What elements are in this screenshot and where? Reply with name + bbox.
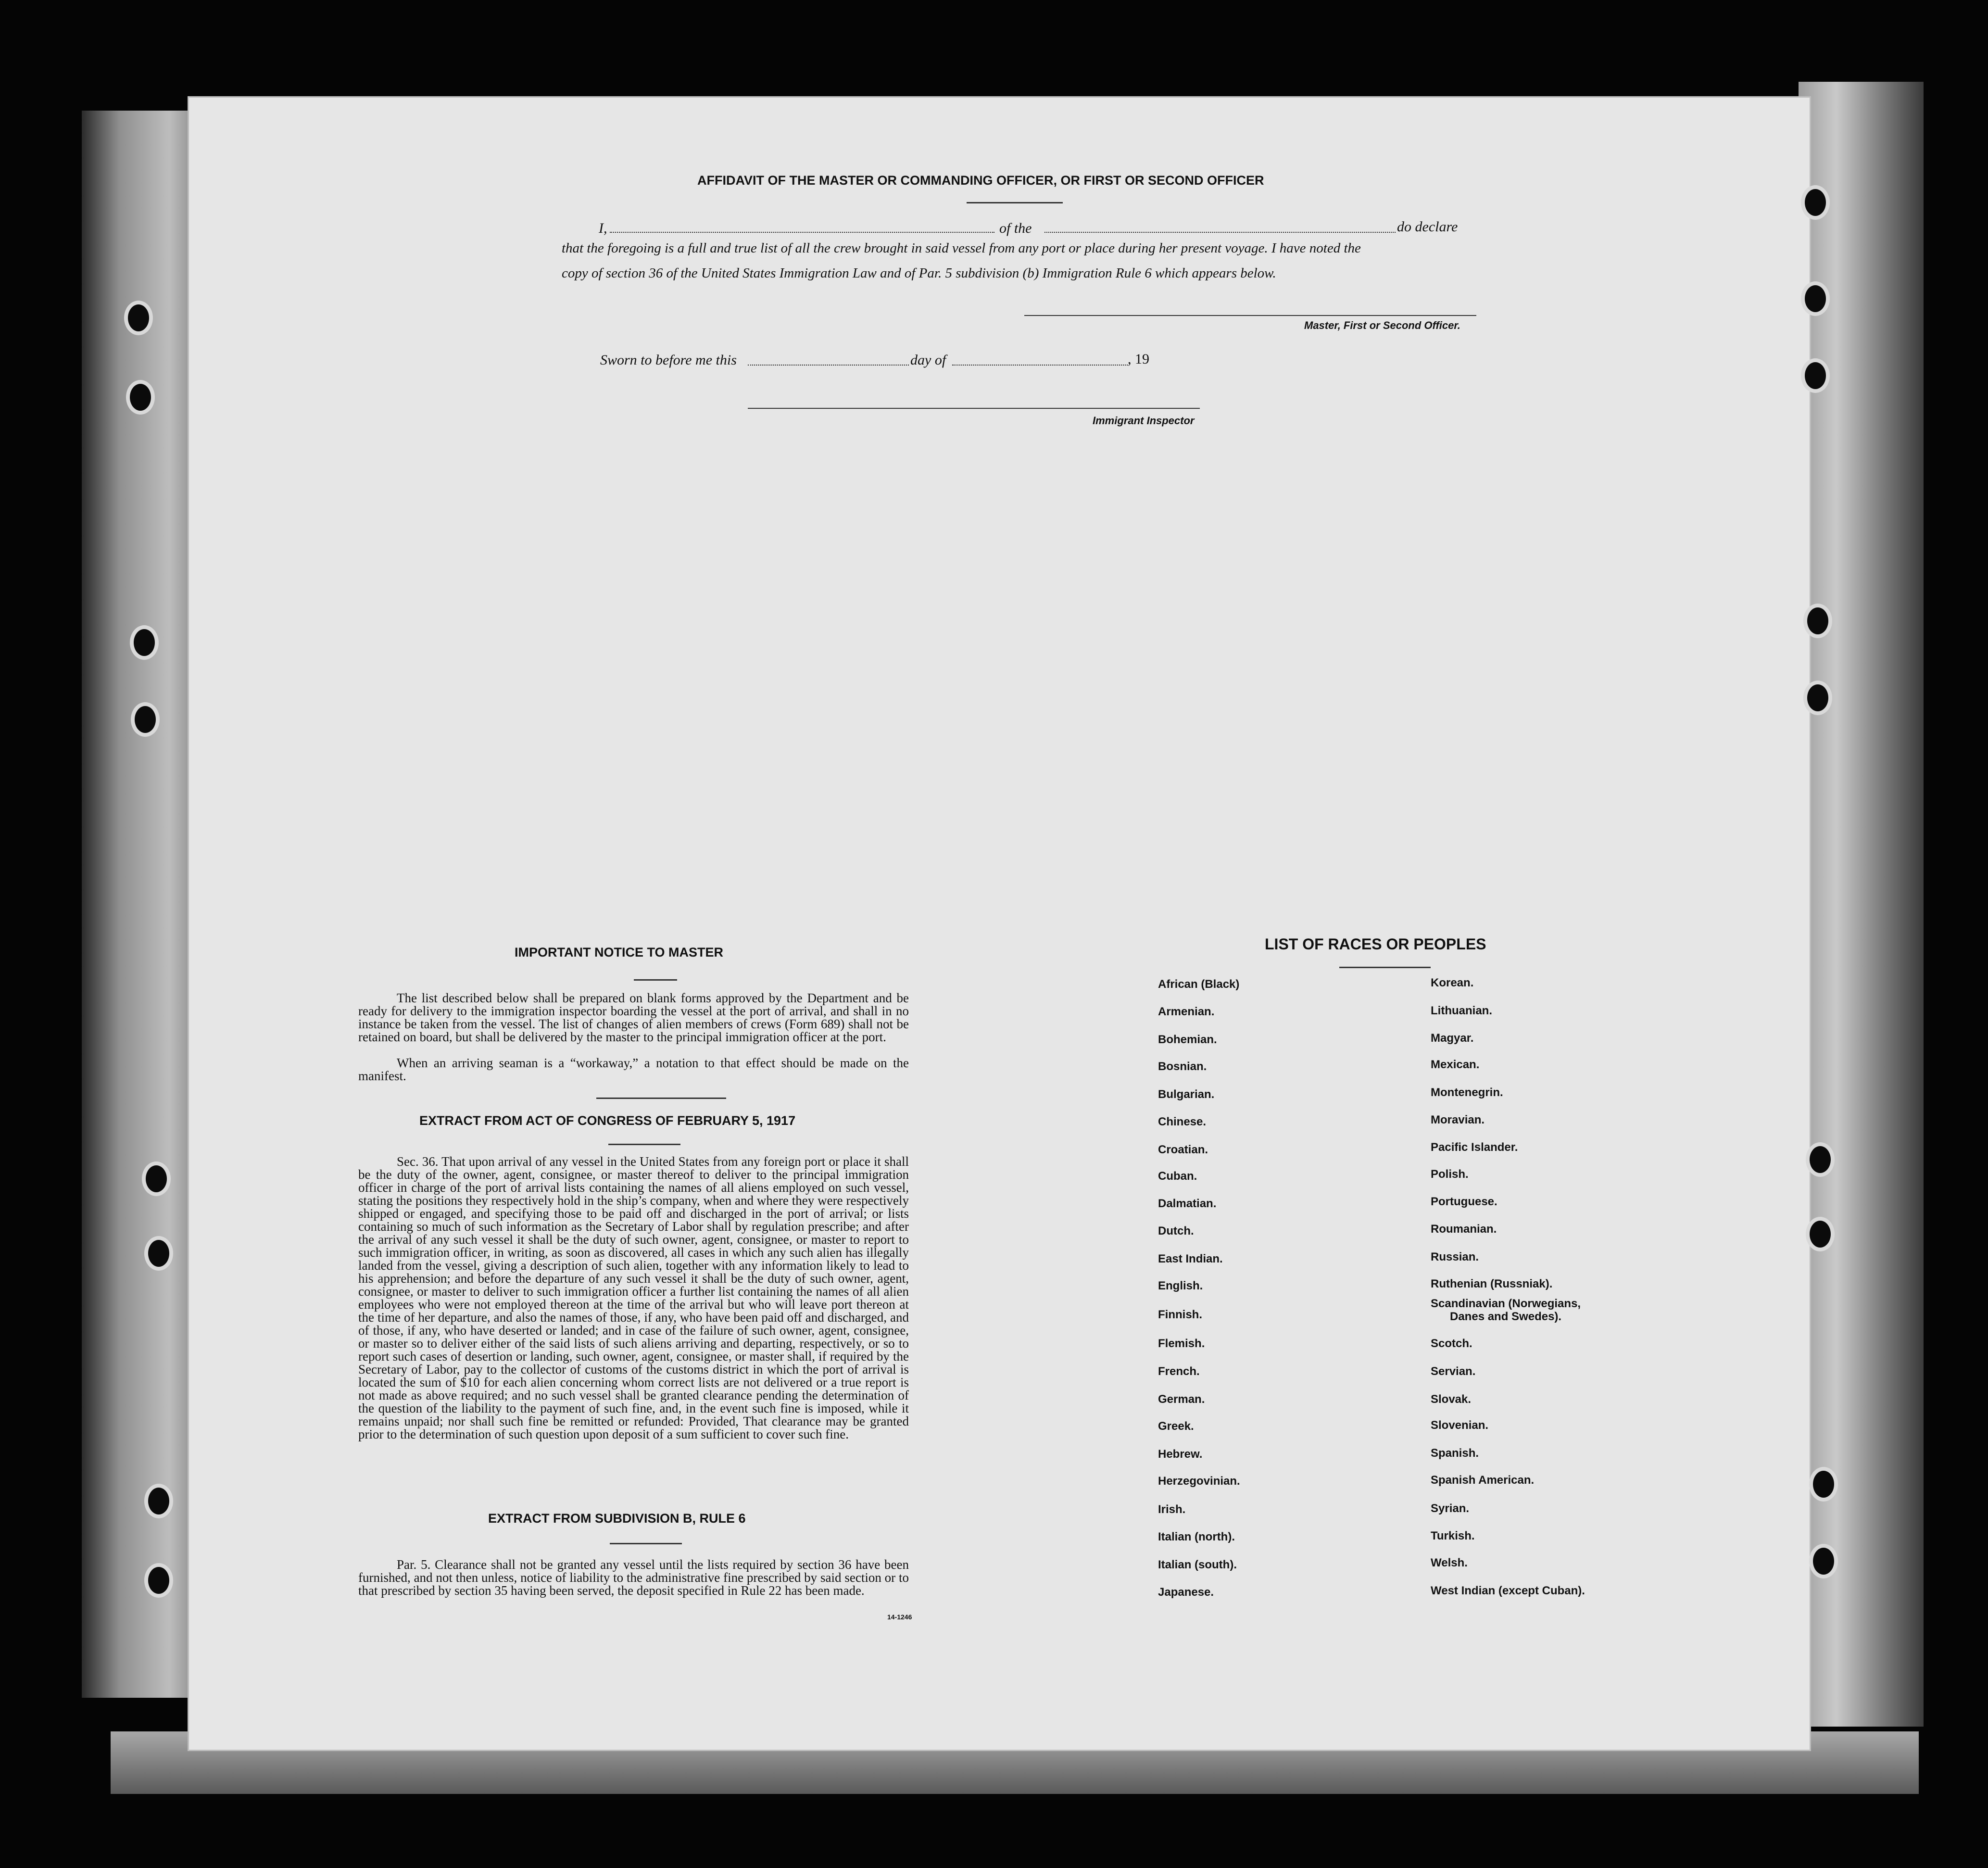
binder-hole-icon <box>1803 604 1832 638</box>
race-item: Roumanian. <box>1431 1223 1497 1236</box>
year-label: , 19 <box>1128 351 1149 367</box>
affidavit-text-line: copy of section 36 of the United States Immigration Law and of Par. 5 subdivision (b) Immigration Rule 6 which appears below. <box>562 265 1276 281</box>
of-the-label: of the <box>999 220 1032 236</box>
race-item: Croatian. <box>1158 1143 1208 1156</box>
manifest-page <box>188 96 1811 1751</box>
divider <box>610 1543 682 1544</box>
binder-hole-icon <box>1801 281 1830 316</box>
extract-rule-title: EXTRACT FROM SUBDIVISION B, RULE 6 <box>488 1511 746 1526</box>
binder-hole-icon <box>131 702 160 737</box>
inspector-signature-line[interactable] <box>748 408 1200 409</box>
race-item: Servian. <box>1431 1365 1476 1378</box>
race-item: Spanish American. <box>1431 1474 1535 1487</box>
race-item: Turkish. <box>1431 1529 1475 1542</box>
race-item: African (Black) <box>1158 978 1240 991</box>
race-item: Slovenian. <box>1431 1419 1489 1432</box>
race-item: Italian (south). <box>1158 1558 1237 1571</box>
declare-label: do declare <box>1397 219 1458 235</box>
inspector-label: Immigrant Inspector <box>1093 415 1195 427</box>
extract-act-title: EXTRACT FROM ACT OF CONGRESS OF FEBRUARY 5, 1917 <box>419 1113 796 1128</box>
race-item: Cuban. <box>1158 1170 1197 1183</box>
day-of-label: day of <box>910 352 946 368</box>
race-item: Finnish. <box>1158 1308 1202 1321</box>
binder-hole-icon <box>1806 1217 1835 1251</box>
race-item: English. <box>1158 1279 1203 1292</box>
race-item: Magyar. <box>1431 1032 1474 1045</box>
extract-act-text: Sec. 36. That upon arrival of any vessel in the United States from any foreign port or place it shall be the duty of the owner, agent, consignee, or master thereof to deliver to the principal immigration officer in charge of the port of arrival lists containing the names of all aliens employed on such vessel, stating the positions they respectively hold in the ship’s company, when and where they were respectively shipped or engaged, and specifying those to be paid off and discharged in the port of arrival; or lists containing so much of such information as the Secretary of Labor shall by regulation prescribe; and after the arrival of any such vessel it shall be the duty of such owner, agent, consignee, or master to report to such immigration officer, in writing, as soon as discovered, all cases in which any such alien has illegally landed from the vessel, giving a description of such alien, together with any information likely to lead to his apprehension; and before the departure of any such vessel it shall be the duty of such owner, agent, consignee, or master to deliver to such immigration officer a further list containing the names of all alien employees who were not employed thereon at the time of the arrival but who will leave port thereon at the time of her departure, and also the names of those, if any, who have been paid off and discharged, and of those, if any, who have deserted or landed; and in case of the failure of such owner, agent, consignee, or master so to deliver either of the said lists of such aliens arriving and departing, respectively, or so to report such cases of desertion or landing, such owner, agent, consignee, or master shall, if required by the Secretary of Labor, pay to the collector of customs of the customs district in which the port of arrival is located the sum of $10 for each alien concerning whom correct lists are not delivered or a true report is not made as above required; and no such vessel shall be granted clearance pending the determination of the question of the liability to the payment of such fine, and, in the event such fine is imposed, while it remains unpaid; nor shall such fine be remitted or refunded: Provided, That clearance may be granted prior to the determination of such question upon deposit of a sum sufficient to cover such fine. <box>358 1154 909 1441</box>
race-item: Pacific Islander. <box>1431 1141 1518 1154</box>
affidavit-text-line: that the foregoing is a full and true list of all the crew brought in said vessel from any port or place during her present voyage. I have noted the <box>562 240 1361 256</box>
vessel-name-field[interactable] <box>1044 232 1396 233</box>
race-item: Spanish. <box>1431 1447 1479 1460</box>
binder-hole-icon <box>1803 681 1832 715</box>
race-item: Ruthenian (Russniak). <box>1431 1277 1553 1290</box>
race-item: Portuguese. <box>1431 1195 1497 1208</box>
race-item: Syrian. <box>1431 1502 1470 1515</box>
notice-paragraph: When an arriving seaman is a “workaway,” a notation to that effect should be made on the manifest. <box>358 1056 909 1083</box>
divider <box>608 1144 680 1145</box>
race-item: Irish. <box>1158 1503 1186 1516</box>
binder-hole-icon <box>126 380 155 415</box>
extract-rule-text: Par. 5. Clearance shall not be granted any vessel until the lists required by section 36 have been furnished, and not then unless, notice of liability to the administrative fine prescribed by said section or to that prescribed by section 35 having been served, the deposit specified in Rule 22 has been made. <box>358 1557 909 1598</box>
notice-title: IMPORTANT NOTICE TO MASTER <box>515 945 723 959</box>
master-name-field[interactable] <box>610 232 994 233</box>
race-item: West Indian (except Cuban). <box>1431 1584 1585 1597</box>
race-item: Flemish. <box>1158 1337 1205 1350</box>
race-item: French. <box>1158 1365 1200 1378</box>
notice-paragraph: The list described below shall be prepared on blank forms approved by the Department and be ready for delivery to the immigration inspector boarding the vessel at the port of arrival, and shall in no instance be taken from the vessel. The list of changes of alien members of crews (Form 689) shall not be retained on board, but shall be delivered by the master to the principal immigration officer at the port. <box>358 991 909 1044</box>
race-item: Armenian. <box>1158 1005 1215 1018</box>
binder-hole-icon <box>1801 185 1830 220</box>
binder-hole-icon <box>1809 1467 1838 1502</box>
races-title: LIST OF RACES OR PEOPLES <box>1265 935 1486 953</box>
binder-hole-icon <box>144 1563 173 1598</box>
affidavit-name-label: I, <box>599 220 607 236</box>
sworn-month-field[interactable] <box>952 365 1128 366</box>
race-item: Dalmatian. <box>1158 1197 1217 1210</box>
binder-hole-icon <box>142 1161 171 1196</box>
race-item: Bosnian. <box>1158 1060 1207 1073</box>
binder-hole-icon <box>124 301 153 335</box>
race-item: Chinese. <box>1158 1115 1207 1128</box>
race-item: Montenegrin. <box>1431 1086 1503 1099</box>
sworn-day-field[interactable] <box>748 365 909 366</box>
form-number: 14-1246 <box>887 1613 912 1621</box>
binder-hole-icon <box>1809 1544 1838 1578</box>
race-item: German. <box>1158 1393 1205 1406</box>
race-item: Dutch. <box>1158 1224 1194 1237</box>
race-item: Scandinavian (Norwegians, Danes and Swedes). <box>1431 1297 1581 1323</box>
binder-hole-icon <box>144 1484 173 1518</box>
race-item: Japanese. <box>1158 1586 1214 1599</box>
divider <box>596 1098 726 1099</box>
divider <box>634 979 677 981</box>
race-item: Russian. <box>1431 1250 1479 1263</box>
race-item: Bohemian. <box>1158 1033 1217 1046</box>
binder-hole-icon <box>130 625 159 660</box>
divider <box>967 202 1063 203</box>
race-item: Bulgarian. <box>1158 1088 1215 1101</box>
race-item: Lithuanian. <box>1431 1004 1492 1017</box>
sworn-label: Sworn to before me this <box>600 352 737 368</box>
race-item: Slovak. <box>1431 1393 1472 1406</box>
signature-label: Master, First or Second Officer. <box>1304 319 1460 331</box>
binder-hole-icon <box>1801 358 1830 393</box>
signature-line[interactable] <box>1024 315 1476 316</box>
race-item: Moravian. <box>1431 1113 1485 1126</box>
race-item: East Indian. <box>1158 1252 1223 1265</box>
affidavit-title: AFFIDAVIT OF THE MASTER OR COMMANDING OFFICER, OR FIRST OR SECOND OFFICER <box>697 173 1264 188</box>
race-item: Hebrew. <box>1158 1448 1203 1461</box>
race-item: Polish. <box>1431 1168 1469 1181</box>
binder-hole-icon <box>1806 1142 1835 1177</box>
race-item: Welsh. <box>1431 1556 1468 1569</box>
race-item: Korean. <box>1431 976 1474 989</box>
race-item: Greek. <box>1158 1420 1194 1433</box>
race-item: Scotch. <box>1431 1337 1472 1350</box>
race-item: Herzegovinian. <box>1158 1475 1240 1488</box>
binder-hole-icon <box>144 1236 173 1271</box>
race-item: Italian (north). <box>1158 1530 1235 1543</box>
race-item: Mexican. <box>1431 1058 1480 1071</box>
divider <box>1339 967 1431 968</box>
